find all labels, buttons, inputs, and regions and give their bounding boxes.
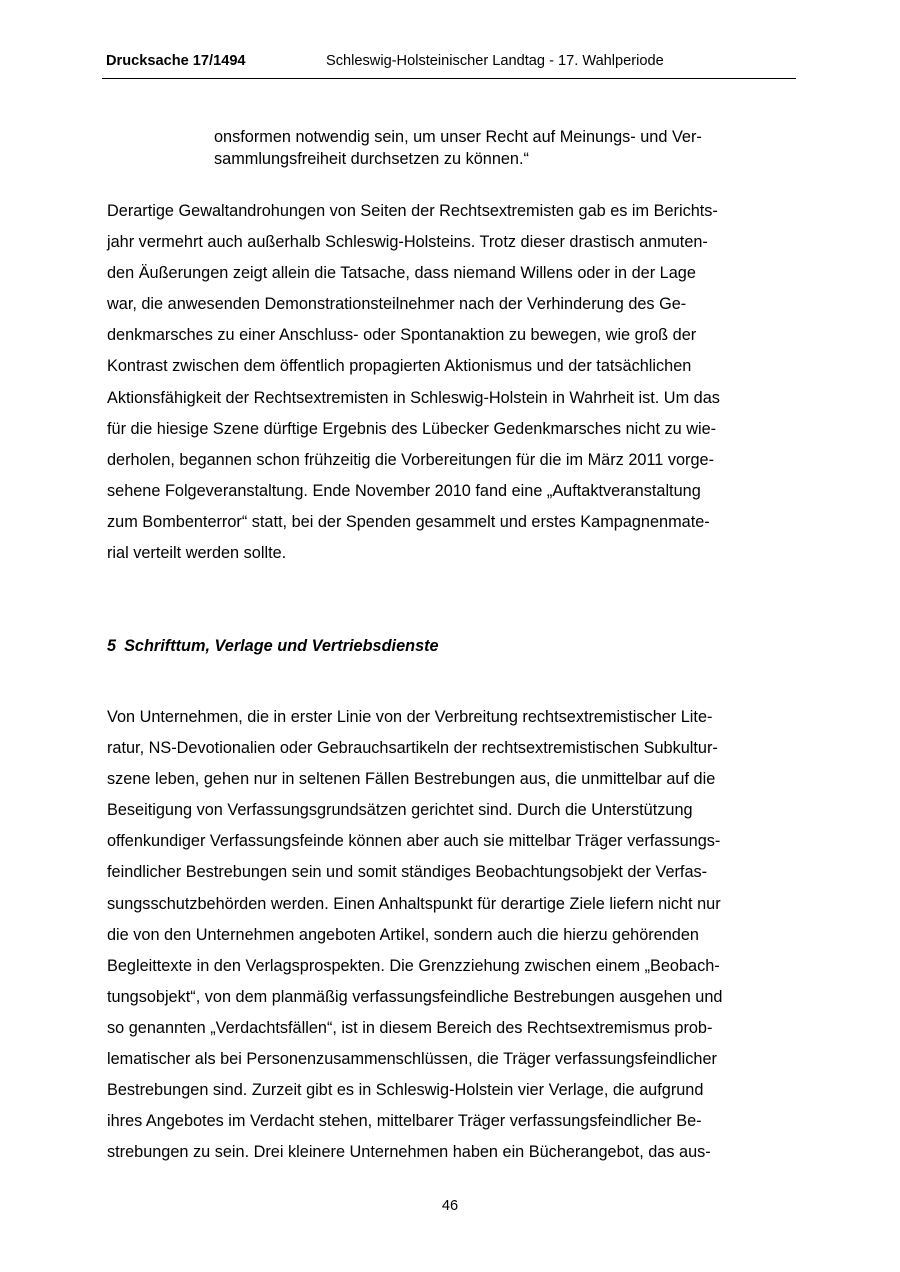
text-line: jahr vermehrt auch außerhalb Schleswig-Holsteins. Trotz dieser drastisch anmuten-: [107, 233, 708, 252]
text-line: sehene Folgeveranstaltung. Ende November 2010 fand eine „Auftaktveranstaltung: [107, 481, 701, 500]
text-line: lematischer als bei Personenzusammenschlüssen, die Träger verfassungsfeindlicher: [107, 1050, 717, 1069]
text-line: so genannten „Verdachtsfällen“, ist in diesem Bereich des Rechtsextremismus prob-: [107, 1018, 713, 1037]
text-line: Derartige Gewaltandrohungen von Seiten der Rechtsextremisten gab es im Berichts-: [107, 202, 718, 220]
text-line: denkmarsches zu einer Anschluss- oder Spontanaktion zu bewegen, wie groß der: [107, 326, 697, 345]
text-line: Begleittexte in den Verlagsprospekten. Die Grenzziehung zwischen einem „Beobach-: [107, 956, 720, 975]
text-line: ihres Angebotes im Verdacht stehen, mittelbarer Träger verfassungsfeindlicher Be-: [107, 1112, 702, 1131]
text-line: strebungen zu sein. Drei kleinere Unternehmen haben ein Bücherangebot, das aus-: [107, 1143, 711, 1162]
text-line: feindlicher Bestrebungen sein und somit ständiges Beobachtungsobjekt der Verfas-: [107, 863, 708, 882]
paragraph-1: [107, 196, 807, 569]
text-line: Aktionsfähigkeit der Rechtsextremisten in Schleswig-Holstein in Wahrheit ist. Um das: [107, 388, 720, 407]
text-line: rial verteilt werden sollte.: [107, 544, 287, 563]
text-line: szene leben, gehen nur in seltenen Fällen Bestrebungen aus, die unmittelbar auf die: [107, 770, 716, 789]
quote-block: [214, 127, 774, 170]
quote-line: sammlungsfreiheit durchsetzen zu können.“: [214, 149, 529, 168]
text-line: Bestrebungen sind. Zurzeit gibt es in Schleswig-Holstein vier Verlage, die aufgrund: [107, 1081, 704, 1100]
document-number: Drucksache 17/1494: [106, 53, 246, 69]
paragraph-2: [107, 702, 807, 1168]
text-line: zum Bombenterror“ statt, bei der Spenden gesammelt und erstes Kampagnenmate-: [107, 512, 710, 531]
section-heading: [107, 637, 439, 656]
text-line: derholen, begannen schon frühzeitig die Vorbereitungen für die im März 2011 vorge-: [107, 450, 715, 469]
header-title: Schleswig-Holsteinischer Landtag - 17. Wahlperiode: [326, 53, 664, 69]
section-number: 5: [107, 637, 117, 655]
page-number: 46: [441, 1198, 459, 1214]
page-header: [102, 52, 796, 79]
text-line: ratur, NS-Devotionalien oder Gebrauchsartikeln der rechtsextremistischen Subkultur-: [107, 739, 718, 758]
text-line: Von Unternehmen, die in erster Linie von der Verbreitung rechtsextremistischer Lite-: [107, 708, 713, 726]
text-line: tungsobjekt“, von dem planmäßig verfassungsfeindliche Bestrebungen ausgehen und: [107, 987, 723, 1006]
text-line: die von den Unternehmen angeboten Artikel, sondern auch die hierzu gehörenden: [107, 925, 699, 944]
text-line: Beseitigung von Verfassungsgrundsätzen gerichtet sind. Durch die Unterstützung: [107, 801, 693, 820]
text-line: den Äußerungen zeigt allein die Tatsache, dass niemand Willens oder in der Lage: [107, 264, 696, 283]
text-line: sungsschutzbehörden werden. Einen Anhaltspunkt für derartige Ziele liefern nicht nur: [107, 894, 721, 913]
text-line: für die hiesige Szene dürftige Ergebnis des Lübecker Gedenkmarsches nicht zu wie-: [107, 419, 717, 438]
text-line: war, die anwesenden Demonstrationsteilnehmer nach der Verhinderung des Ge-: [107, 295, 687, 314]
section-title: Schrifttum, Verlage und Vertriebsdienste: [124, 637, 439, 655]
quote-line: onsformen notwendig sein, um unser Recht auf Meinungs- und Ver-: [214, 128, 702, 146]
text-line: offenkundiger Verfassungsfeinde können aber auch sie mittelbar Träger verfassungs-: [107, 832, 721, 851]
text-line: Kontrast zwischen dem öffentlich propagierten Aktionismus und der tatsächlichen: [107, 357, 692, 376]
